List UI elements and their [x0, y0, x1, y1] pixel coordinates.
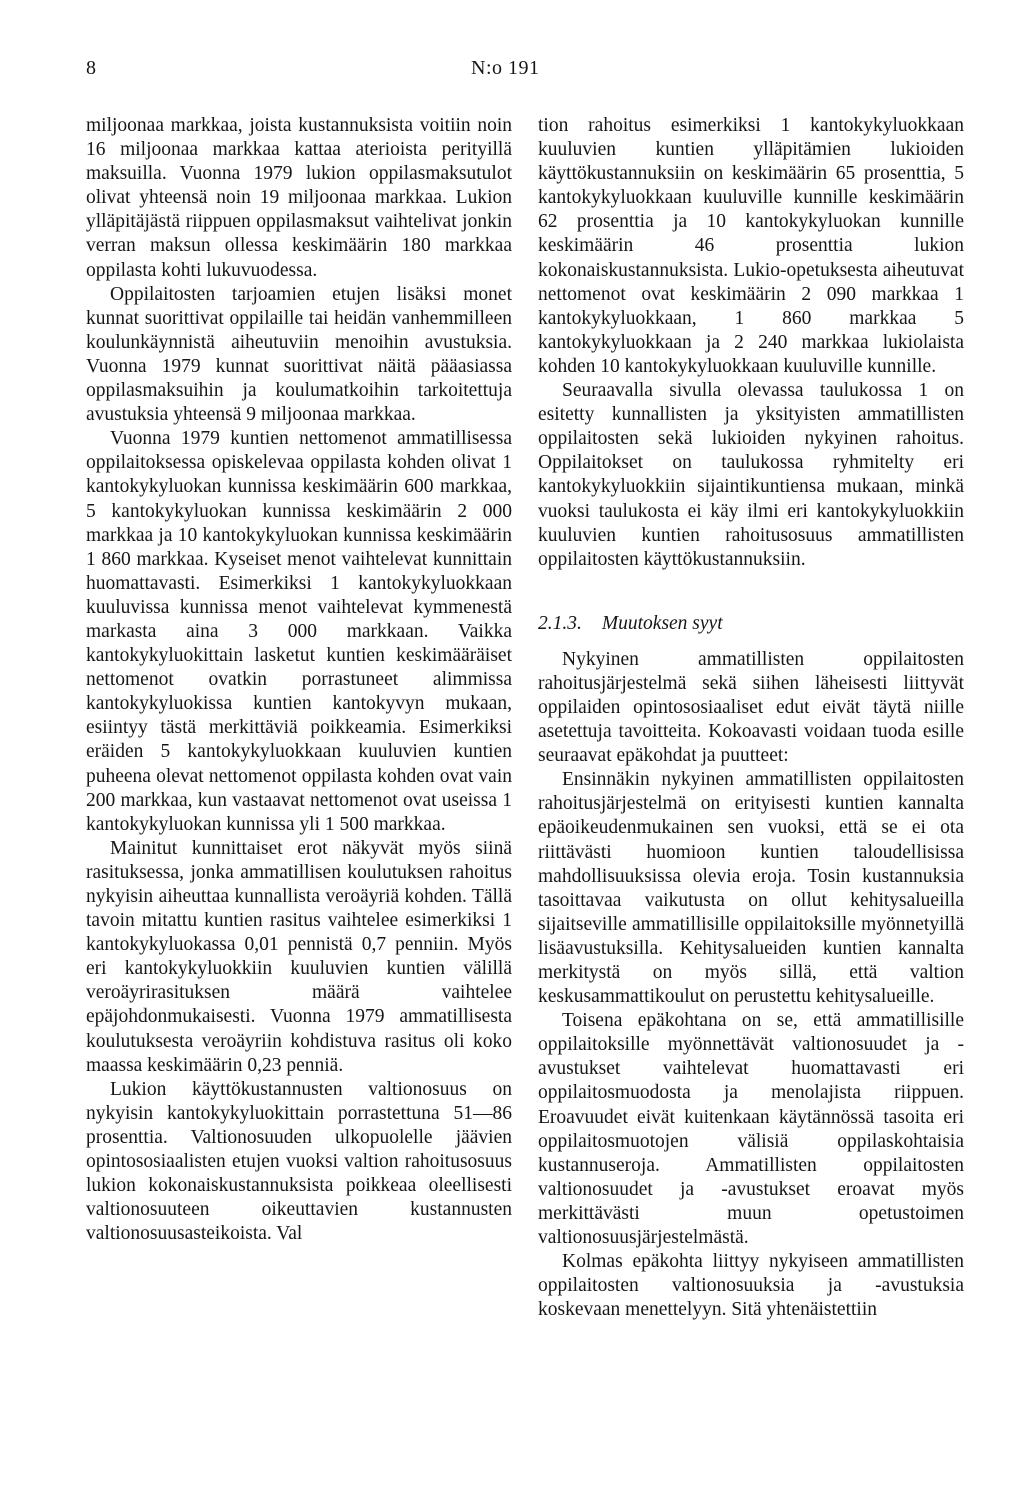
left-column — [86, 114, 512, 1246]
paragraph: miljoonaa markkaa, joista kustannuksista voitiin noin 16 miljoonaa markkaa kattaa aterioista perityillä maksuilla. Vuonna 1979 lukion oppilasmaksutulot olivat yhteensä noin 19 miljoonaa markkaa. Lukion ylläpitäjästä riippuen oppilasmaksut vaihtelivat jonkin verran maksun ollessa keskimäärin 180 markkaa oppilasta kohti lukuvuodessa. — [86, 115, 512, 281]
paragraph: Oppilaitosten tarjoamien etujen lisäksi monet kunnat suorittivat oppilaille tai heidän vanhemmilleen koulunkäynnistä aiheutuviin menoihin avustuksia. Vuonna 1979 kunnat suorittivat näitä pääasiassa oppilasmaksuihin ja koulumatkoihin tarkoitettuja avustuksia yhteensä 9 miljoonaa markkaa. — [86, 283, 512, 426]
section-number: 2.1.3. — [538, 612, 582, 634]
section-title: Muutoksen syyt — [601, 612, 723, 634]
page-number: 8 — [86, 57, 96, 79]
paragraph: Seuraavalla sivulla olevassa taulukossa 1 on esitetty kunnallisten ja yksityisten ammatillisten oppilaitosten sekä lukioiden nykyinen rahoitus. Oppilaitokset on taulukossa ryhmitelty eri kantokykyluokkiin sijaintikuntiensa mukaan, minkä vuoksi taulukosta ei käy ilmi eri kantokykyluokkiin kuuluvien kuntien rahoitusosuus ammatillisten oppilaitosten käyttökustannuksiin. — [538, 380, 964, 570]
paragraph: Nykyinen ammatillisten oppilaitosten rahoitusjärjestelmä sekä siihen läheisesti liittyvät oppilaiden opintososiaaliset edut eivät täytä niille asetettuja tavoitteita. Kokoavasti voidaan tuoda esille seuraavat epäkohdat ja puutteet: — [538, 648, 964, 767]
paragraph: Kolmas epäkohta liittyy nykyiseen ammatillisten oppilaitosten valtionosuuksia ja -avustuksia koskevaan menettelyyn. Sitä yhtenäistettiin — [538, 1251, 964, 1321]
paragraph: Toisena epäkohtana on se, että ammatillisille oppilaitoksille myönnettävät valtionosuudet ja -avustukset vaihtelevat huomattavasti eri oppilaitosmuodosta ja menolajista riippuen. Eroavuudet eivät kuitenkaan käytännössä tasoita eri oppilaitosmuotojen välisiä oppilaskohtaisia kustannuseroja. Ammatillisten oppilaitosten valtionosuudet ja -avustukset eroavat myös merkittävästi muun opetustoimen valtionosuusjärjestelmästä. — [538, 1010, 964, 1249]
section-heading — [538, 612, 964, 636]
right-column — [538, 114, 964, 1322]
paragraph: Mainitut kunnittaiset erot näkyvät myös siinä rasituksessa, jonka ammatillisen koulutuksen rahoitus nykyisin aiheuttaa kunnallista veroäyriä kohden. Tällä tavoin mitattu kuntien rasitus vaihtelee esimerkiksi 1 kantokykyluokassa 0,01 pennistä 0,7 penniin. Myös eri kantokykyluokkiin kuuluvien kuntien välillä veroäyrirasituksen määrä vaihtelee epäjohdonmukaisesti. Vuonna 1979 ammatillisesta koulutuksesta veroäyriin kohdistuva rasitus oli koko maassa keskimäärin 0,23 penniä. — [86, 837, 512, 1076]
paragraph: Vuonna 1979 kuntien nettomenot ammatillisessa oppilaitoksessa opiskelevaa oppilasta kohden olivat 1 kantokykyluokan kunnissa keskimäärin 600 markkaa, 5 kantokykyluokan kunnissa keskimäärin 2 000 markkaa ja 10 kantokykyluokan kunnissa keskimäärin 1 860 markkaa. Kyseiset menot vaihtelevat kunnittain huomattavasti. Esimerkiksi 1 kantokykyluokkaan kuuluvissa kunnissa menot vaihtelevat kymmenestä markasta aina 3 000 markkaan. Vaikka kantokykyluokittain lasketut kuntien keskimääräiset nettomenot ovatkin porrastuneet alimmissa kantokykyluokissa kuntien kantokyvyn mukaan, esiintyy tästä merkittäviä poikkeamia. Esimerkiksi eräiden 5 kantokykyluokkaan kuuluvien kuntien puheena olevat nettomenot oppilasta kohden ovat vain 200 markkaa, kun vastaavat nettomenot ovat useissa 1 kantokykyluokan kunnissa yli 1 500 markkaa. — [86, 428, 512, 835]
document-number: N:o 191 — [471, 57, 540, 79]
paragraph: Ensinnäkin nykyinen ammatillisten oppilaitosten rahoitusjärjestelmä on erityisesti kuntien kannalta epäoikeudenmukainen sen vuoksi, että se ei ota riittävästi huomioon kuntien taloudellisissa mahdollisuuksissa olevia eroja. Tosin kustannuksia tasoittavaa vaikutusta on ollut kehitysalueilla sijaitseville ammatillisille oppilaitoksille myönnetyillä lisäavustuksilla. Kehitysalueiden kuntien kannalta merkitystä on myös sillä, että valtion keskusammattikoulut on perustettu kehitysalueille. — [538, 769, 964, 1008]
paragraph: Lukion käyttökustannusten valtionosuus on nykyisin kantokykyluokittain porrastettuna 51—86 prosenttia. Valtionosuuden ulkopuolelle jäävien opintososiaalisten etujen vuoksi valtion rahoitusosuus lukion kokonaiskustannuksista poikkeaa oleellisesti valtionosuuteen oikeuttavien kustannusten valtionosuusasteikoista. Val — [86, 1078, 512, 1245]
paragraph: tion rahoitus esimerkiksi 1 kantokykyluokkaan kuuluvien kuntien ylläpitämien lukioiden käyttökustannuksiin on keskimäärin 65 prosenttia, 5 kantokykyluokkaan kuuluville kunnille keskimäärin 62 prosenttia ja 10 kantokykyluokan kunnille keskimäärin 46 prosenttia lukion kokonaiskustannuksista. Lukio-opetuksesta aiheutuvat nettomenot ovat keskimäärin 2 090 markkaa 1 kantokykyluokkaan, 1 860 markkaa 5 kantokykyluokkaan ja 2 240 markkaa lukiolaista kohden 10 kantokykyluokkaan kuuluville kunnille. — [538, 115, 964, 377]
